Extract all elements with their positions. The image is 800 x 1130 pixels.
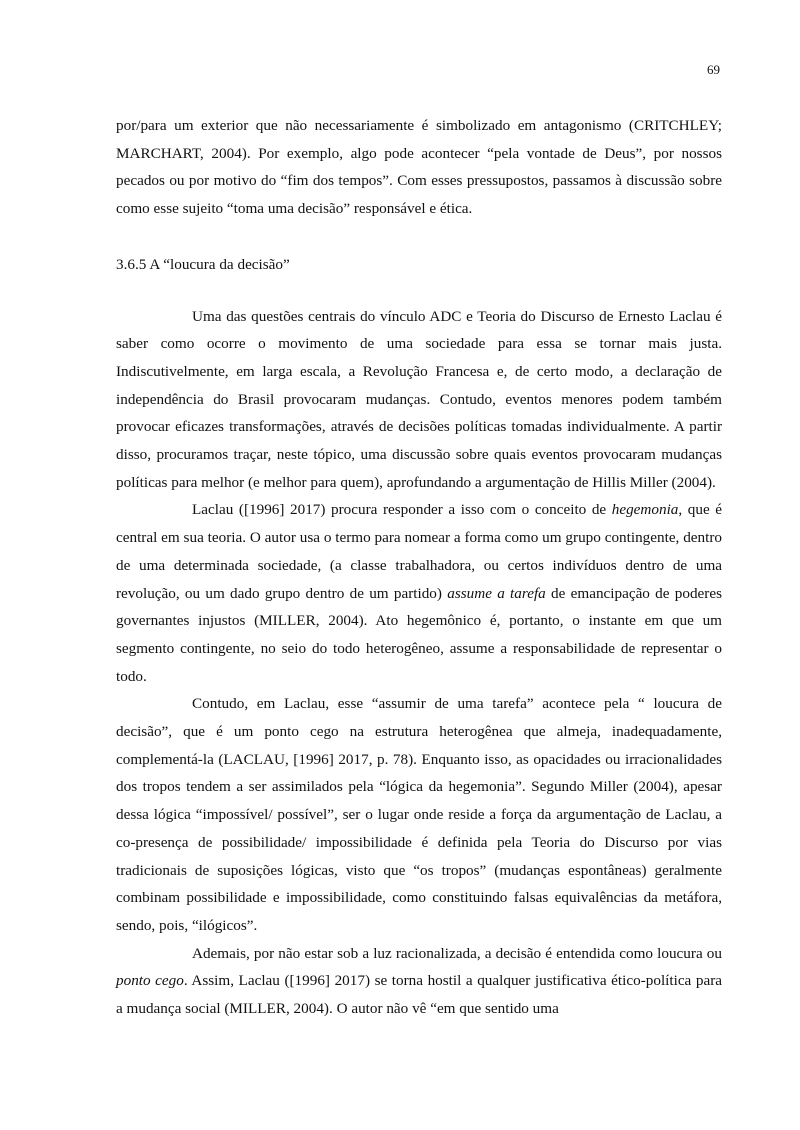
page-number: 69 — [707, 62, 720, 77]
paragraph-3-text-1: Laclau ([1996] 2017) procura responder a isso com o conceito de — [192, 501, 612, 519]
section-heading: 3.6.5 A “loucura da decisão” — [116, 255, 290, 273]
paragraph-3-text-2: , que é central em sua teoria. O autor usa o termo para nomear a forma como um grupo contingente, dentro de uma determinada sociedade, (a classe trabalhadora, ou certos indivíduos dentro de uma revolução, ou um dado grupo dentro de um partido) — [116, 501, 723, 602]
term-assume-a-tarefa: assume a tarefa — [447, 584, 546, 602]
paragraph-2: Uma das questões centrais do vínculo ADC e Teoria do Discurso de Ernesto Laclau é saber como ocorre o movimento de uma sociedade para essa se tornar mais justa. Indiscutivelmente, em larga escala, a Revolução Francesa e, de certo modo, a declaração de independência do Brasil provocaram mudanças. Contudo, eventos menores podem também provocar eficazes transformações, através de decisões políticas tomadas individualmente. A partir disso, procuramos traçar, neste tópico, uma discussão sobre quais eventos provocaram mudanças políticas para melhor (e melhor para quem), aprofundando a argumentação de Hillis Miller (2004). — [116, 307, 722, 491]
paragraph-3-text-3: de emancipação de poderes governantes injustos (MILLER, 2004). Ato hegemônico é, portanto, o instante em que um segmento contingente, no seio do todo heterogêneo, assume a responsabilidade de representar o todo. — [116, 584, 722, 685]
paragraph-5-text-1: Ademais, por não estar sob a luz racionalizada, a decisão é entendida como loucura ou — [192, 944, 722, 962]
term-ponto-cego: ponto cego — [116, 972, 184, 990]
paragraph-1: por/para um exterior que não necessariamente é simbolizado em antagonismo (CRITCHLEY; MARCHART, 2004). Por exemplo, algo pode acontecer “pela vontade de Deus”, por nossos pecados ou por motivo do “fim dos tempos”. Com esses pressupostos, passamos à discussão sobre como esse sujeito “toma uma decisão” responsável e ética. — [116, 117, 722, 218]
paragraph-5-text-2: . Assim, Laclau ([1996] 2017) se torna hostil a qualquer justificativa ético-política para a mudança social (MILLER, 2004). O autor não vê “em que sentido uma — [116, 972, 723, 1018]
term-hegemonia: hegemonia — [611, 501, 679, 519]
paragraph-4: Contudo, em Laclau, esse “assumir de uma tarefa” acontece pela “ loucura de decisão”, que é um ponto cego na estrutura heterogênea que almeja, inadequadamente, complementá-la (LACLAU, [1996] 2017, p. 78). Enquanto isso, as opacidades ou irracionalidades dos tropos tendem a ser assimilados pela “lógica da hegemonia”. Segundo Miller (2004), apesar dessa lógica “impossível/ possível”, ser o lugar onde reside a força da argumentação de Laclau, a co-presença de possibilidade/ impossibilidade é definida pela Teoria do Discurso por vias tradicionais de suposições lógicas, visto que “os tropos” (mudanças espontâneas) geralmente combinam possibilidade e impossibilidade, como constituindo falsas equivalências da metáfora, sendo, pois, “ilógicos”. — [116, 695, 722, 934]
paragraph-3 — [116, 496, 722, 690]
page-body — [116, 112, 722, 1023]
paragraph-5 — [116, 940, 722, 1023]
